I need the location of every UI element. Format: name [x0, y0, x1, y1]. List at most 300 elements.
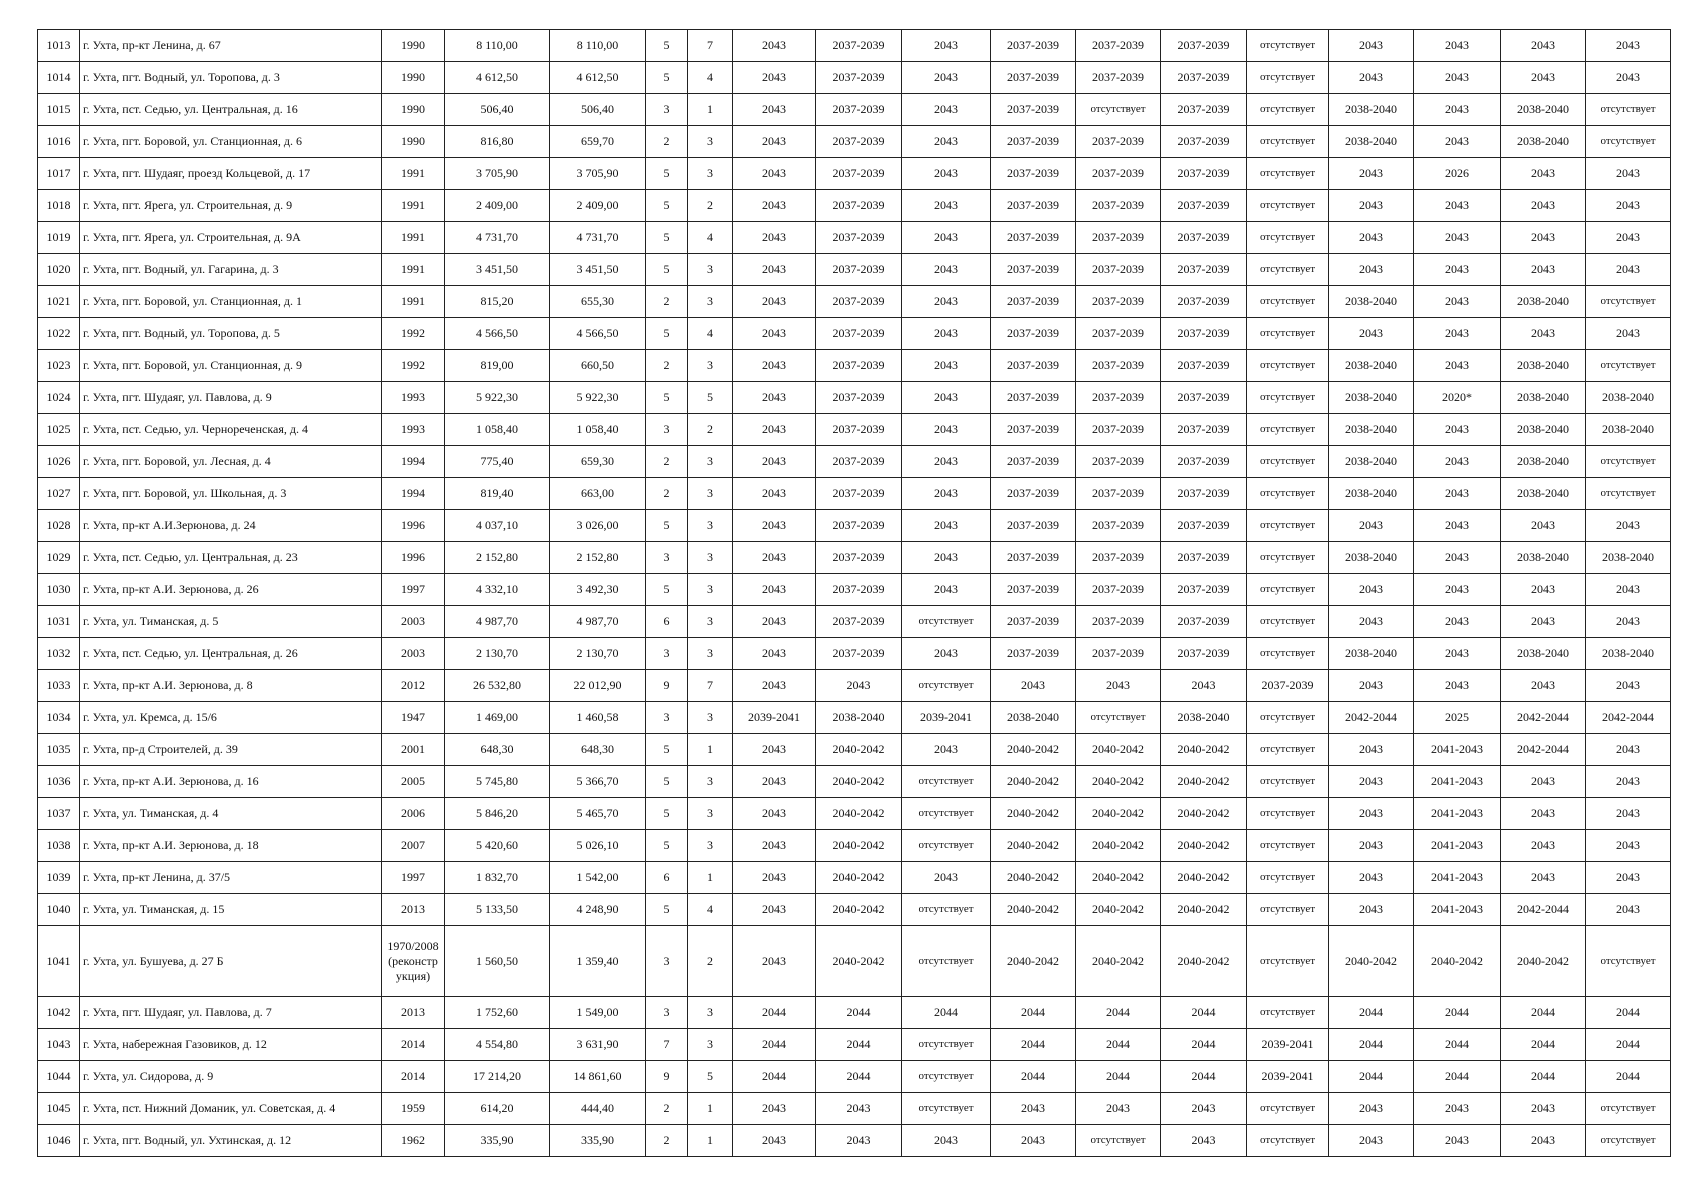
address-cell: г. Ухта, пст. Седью, ул. Центральная, д. 16 [80, 94, 382, 126]
repair-period-7-cell: отсутствует [1247, 766, 1329, 798]
floors-cell: 5 [646, 382, 688, 414]
repair-period-8-cell: 2040-2042 [1329, 926, 1414, 997]
address-cell: г. Ухта, пгт. Боровой, ул. Лесная, д. 4 [80, 446, 382, 478]
entrances-cell: 3 [688, 766, 733, 798]
repair-period-8-cell: 2043 [1329, 30, 1414, 62]
repair-period-6-cell: 2037-2039 [1161, 478, 1247, 510]
repair-period-9-cell: 2044 [1414, 1061, 1501, 1093]
entrances-cell: 5 [688, 382, 733, 414]
repair-period-3-cell: 2043 [902, 286, 991, 318]
table-row [38, 62, 1671, 94]
floors-cell: 5 [646, 190, 688, 222]
repair-period-2-cell: 2043 [816, 670, 902, 702]
table-row [38, 286, 1671, 318]
build-year-cell: 2014 [382, 1029, 445, 1061]
row-number-cell: 1031 [38, 606, 80, 638]
floors-cell: 6 [646, 606, 688, 638]
row-number-cell: 1024 [38, 382, 80, 414]
repair-period-11-cell: 2038-2040 [1586, 382, 1671, 414]
floors-cell: 3 [646, 926, 688, 997]
build-year-cell: 1993 [382, 382, 445, 414]
repair-period-10-cell: 2043 [1501, 222, 1586, 254]
living-area-cell: 506,40 [550, 94, 646, 126]
repair-period-2-cell: 2037-2039 [816, 158, 902, 190]
repair-period-5-cell: 2044 [1076, 1061, 1161, 1093]
repair-period-11-cell: отсутствует [1586, 478, 1671, 510]
repair-period-8-cell: 2043 [1329, 318, 1414, 350]
living-area-cell: 660,50 [550, 350, 646, 382]
repair-period-7-cell: отсутствует [1247, 286, 1329, 318]
repair-period-10-cell: 2043 [1501, 766, 1586, 798]
living-area-cell: 659,30 [550, 446, 646, 478]
repair-period-8-cell: 2043 [1329, 190, 1414, 222]
repair-period-10-cell: 2038-2040 [1501, 542, 1586, 574]
repair-period-1-cell: 2043 [733, 926, 816, 997]
repair-period-3-cell: отсутствует [902, 830, 991, 862]
table-row [38, 894, 1671, 926]
repair-period-7-cell: отсутствует [1247, 1125, 1329, 1157]
repair-period-6-cell: 2037-2039 [1161, 126, 1247, 158]
address-cell: г. Ухта, пр-кт А.И. Зерюнова, д. 16 [80, 766, 382, 798]
address-cell: г. Ухта, ул. Тиманская, д. 4 [80, 798, 382, 830]
living-area-cell: 2 130,70 [550, 638, 646, 670]
repair-period-8-cell: 2038-2040 [1329, 350, 1414, 382]
repair-period-10-cell: 2038-2040 [1501, 94, 1586, 126]
floors-cell: 3 [646, 542, 688, 574]
repair-period-1-cell: 2043 [733, 222, 816, 254]
repair-period-8-cell: 2038-2040 [1329, 414, 1414, 446]
repair-period-6-cell: 2040-2042 [1161, 734, 1247, 766]
repair-period-4-cell: 2037-2039 [991, 638, 1076, 670]
table-row [38, 997, 1671, 1029]
entrances-cell: 3 [688, 542, 733, 574]
repair-period-3-cell: отсутствует [902, 1061, 991, 1093]
repair-period-1-cell: 2044 [733, 1061, 816, 1093]
repair-period-1-cell: 2043 [733, 94, 816, 126]
address-cell: г. Ухта, пгт. Боровой, ул. Школьная, д. 3 [80, 478, 382, 510]
table-row [38, 478, 1671, 510]
repair-period-2-cell: 2040-2042 [816, 766, 902, 798]
table-row [38, 94, 1671, 126]
total-area-cell: 26 532,80 [445, 670, 550, 702]
repair-period-2-cell: 2037-2039 [816, 510, 902, 542]
table-row [38, 670, 1671, 702]
repair-period-9-cell: 2043 [1414, 510, 1501, 542]
address-cell: г. Ухта, ул. Тиманская, д. 5 [80, 606, 382, 638]
repair-period-11-cell: 2043 [1586, 222, 1671, 254]
repair-period-10-cell: 2043 [1501, 830, 1586, 862]
repair-period-3-cell: 2043 [902, 190, 991, 222]
total-area-cell: 2 409,00 [445, 190, 550, 222]
repair-period-6-cell: 2040-2042 [1161, 926, 1247, 997]
floors-cell: 2 [646, 1093, 688, 1125]
repair-period-5-cell: 2044 [1076, 997, 1161, 1029]
build-year-cell: 2006 [382, 798, 445, 830]
living-area-cell: 3 631,90 [550, 1029, 646, 1061]
repair-period-9-cell: 2044 [1414, 997, 1501, 1029]
repair-period-1-cell: 2043 [733, 766, 816, 798]
repair-period-2-cell: 2040-2042 [816, 862, 902, 894]
row-number-cell: 1021 [38, 286, 80, 318]
repair-period-3-cell: 2043 [902, 638, 991, 670]
repair-period-9-cell: 2025 [1414, 702, 1501, 734]
repair-period-5-cell: 2043 [1076, 670, 1161, 702]
repair-period-3-cell: отсутствует [902, 926, 991, 997]
entrances-cell: 3 [688, 350, 733, 382]
living-area-cell: 1 359,40 [550, 926, 646, 997]
total-area-cell: 5 420,60 [445, 830, 550, 862]
repair-period-10-cell: 2044 [1501, 997, 1586, 1029]
repair-period-3-cell: 2043 [902, 510, 991, 542]
floors-cell: 5 [646, 798, 688, 830]
repair-period-1-cell: 2043 [733, 286, 816, 318]
repair-period-8-cell: 2044 [1329, 997, 1414, 1029]
repair-period-11-cell: отсутствует [1586, 350, 1671, 382]
repair-period-4-cell: 2043 [991, 1093, 1076, 1125]
repair-period-2-cell: 2040-2042 [816, 830, 902, 862]
floors-cell: 5 [646, 830, 688, 862]
floors-cell: 3 [646, 94, 688, 126]
repair-period-4-cell: 2037-2039 [991, 62, 1076, 94]
build-year-cell: 1991 [382, 254, 445, 286]
row-number-cell: 1045 [38, 1093, 80, 1125]
repair-period-1-cell: 2043 [733, 254, 816, 286]
repair-period-9-cell: 2043 [1414, 190, 1501, 222]
floors-cell: 5 [646, 62, 688, 94]
repair-period-2-cell: 2037-2039 [816, 446, 902, 478]
repair-period-8-cell: 2038-2040 [1329, 126, 1414, 158]
repair-period-8-cell: 2043 [1329, 158, 1414, 190]
table-row [38, 1093, 1671, 1125]
build-year-cell: 1990 [382, 62, 445, 94]
address-cell: г. Ухта, пр-кт А.И. Зерюнова, д. 8 [80, 670, 382, 702]
table-row [38, 30, 1671, 62]
table-row [38, 1125, 1671, 1157]
repair-period-10-cell: 2043 [1501, 190, 1586, 222]
repair-period-6-cell: 2040-2042 [1161, 862, 1247, 894]
table-row [38, 382, 1671, 414]
build-year-cell: 1993 [382, 414, 445, 446]
living-area-cell: 5 366,70 [550, 766, 646, 798]
repair-period-4-cell: 2037-2039 [991, 478, 1076, 510]
repair-period-1-cell: 2043 [733, 510, 816, 542]
repair-period-7-cell: отсутствует [1247, 350, 1329, 382]
repair-period-10-cell: 2042-2044 [1501, 894, 1586, 926]
repair-period-2-cell: 2037-2039 [816, 30, 902, 62]
repair-period-4-cell: 2037-2039 [991, 190, 1076, 222]
total-area-cell: 1 832,70 [445, 862, 550, 894]
repair-period-6-cell: 2037-2039 [1161, 446, 1247, 478]
repair-period-2-cell: 2040-2042 [816, 734, 902, 766]
address-cell: г. Ухта, ул. Бушуева, д. 27 Б [80, 926, 382, 997]
build-year-cell: 2001 [382, 734, 445, 766]
build-year-cell: 2012 [382, 670, 445, 702]
repair-period-5-cell: 2037-2039 [1076, 606, 1161, 638]
row-number-cell: 1044 [38, 1061, 80, 1093]
repair-period-2-cell: 2037-2039 [816, 254, 902, 286]
repair-period-10-cell: 2038-2040 [1501, 286, 1586, 318]
repair-period-7-cell: отсутствует [1247, 478, 1329, 510]
repair-period-9-cell: 2026 [1414, 158, 1501, 190]
repair-period-7-cell: 2039-2041 [1247, 1061, 1329, 1093]
repair-period-4-cell: 2037-2039 [991, 510, 1076, 542]
repair-period-4-cell: 2040-2042 [991, 894, 1076, 926]
build-year-cell: 2005 [382, 766, 445, 798]
repair-period-11-cell: 2043 [1586, 510, 1671, 542]
entrances-cell: 3 [688, 126, 733, 158]
repair-period-9-cell: 2041-2043 [1414, 798, 1501, 830]
entrances-cell: 3 [688, 798, 733, 830]
repair-period-3-cell: 2043 [902, 158, 991, 190]
row-number-cell: 1040 [38, 894, 80, 926]
build-year-cell: 2013 [382, 997, 445, 1029]
repair-period-9-cell: 2043 [1414, 542, 1501, 574]
repair-period-2-cell: 2040-2042 [816, 798, 902, 830]
living-area-cell: 5 026,10 [550, 830, 646, 862]
repair-period-10-cell: 2043 [1501, 798, 1586, 830]
row-number-cell: 1018 [38, 190, 80, 222]
repair-period-1-cell: 2043 [733, 318, 816, 350]
total-area-cell: 816,80 [445, 126, 550, 158]
repair-period-8-cell: 2043 [1329, 766, 1414, 798]
entrances-cell: 3 [688, 574, 733, 606]
total-area-cell: 4 612,50 [445, 62, 550, 94]
repair-period-7-cell: отсутствует [1247, 318, 1329, 350]
row-number-cell: 1016 [38, 126, 80, 158]
row-number-cell: 1041 [38, 926, 80, 997]
row-number-cell: 1017 [38, 158, 80, 190]
entrances-cell: 3 [688, 638, 733, 670]
repair-period-2-cell: 2037-2039 [816, 286, 902, 318]
repair-period-2-cell: 2037-2039 [816, 94, 902, 126]
address-cell: г. Ухта, пгт. Боровой, ул. Станционная, д. 1 [80, 286, 382, 318]
entrances-cell: 1 [688, 1093, 733, 1125]
repair-period-5-cell: 2037-2039 [1076, 478, 1161, 510]
total-area-cell: 775,40 [445, 446, 550, 478]
repair-period-10-cell: 2038-2040 [1501, 446, 1586, 478]
repair-period-6-cell: 2037-2039 [1161, 30, 1247, 62]
repair-period-4-cell: 2040-2042 [991, 766, 1076, 798]
repair-period-4-cell: 2037-2039 [991, 318, 1076, 350]
repair-period-8-cell: 2043 [1329, 606, 1414, 638]
build-year-cell: 1992 [382, 318, 445, 350]
entrances-cell: 5 [688, 1061, 733, 1093]
repair-period-7-cell: отсутствует [1247, 926, 1329, 997]
repair-period-6-cell: 2037-2039 [1161, 638, 1247, 670]
floors-cell: 2 [646, 126, 688, 158]
floors-cell: 9 [646, 670, 688, 702]
repair-period-5-cell: 2043 [1076, 1093, 1161, 1125]
repair-period-10-cell: 2038-2040 [1501, 350, 1586, 382]
repair-period-7-cell: отсутствует [1247, 158, 1329, 190]
living-area-cell: 5 465,70 [550, 798, 646, 830]
repair-period-4-cell: 2040-2042 [991, 830, 1076, 862]
repair-period-10-cell: 2042-2044 [1501, 702, 1586, 734]
living-area-cell: 8 110,00 [550, 30, 646, 62]
floors-cell: 3 [646, 414, 688, 446]
repair-period-6-cell: 2037-2039 [1161, 382, 1247, 414]
repair-period-2-cell: 2037-2039 [816, 126, 902, 158]
repair-period-1-cell: 2043 [733, 382, 816, 414]
row-number-cell: 1020 [38, 254, 80, 286]
repair-period-11-cell: 2043 [1586, 190, 1671, 222]
table-row [38, 1061, 1671, 1093]
living-area-cell: 22 012,90 [550, 670, 646, 702]
entrances-cell: 3 [688, 1029, 733, 1061]
repair-period-6-cell: 2040-2042 [1161, 798, 1247, 830]
repair-period-3-cell: отсутствует [902, 670, 991, 702]
repair-period-6-cell: 2037-2039 [1161, 158, 1247, 190]
repair-period-1-cell: 2043 [733, 862, 816, 894]
repair-period-8-cell: 2038-2040 [1329, 638, 1414, 670]
floors-cell: 5 [646, 30, 688, 62]
repair-period-11-cell: отсутствует [1586, 126, 1671, 158]
repair-period-7-cell: 2037-2039 [1247, 670, 1329, 702]
build-year-cell: 1959 [382, 1093, 445, 1125]
repair-period-9-cell: 2043 [1414, 286, 1501, 318]
build-year-cell: 1990 [382, 126, 445, 158]
repair-period-3-cell: 2043 [902, 478, 991, 510]
entrances-cell: 3 [688, 446, 733, 478]
repair-period-7-cell: отсутствует [1247, 254, 1329, 286]
entrances-cell: 7 [688, 30, 733, 62]
repair-period-9-cell: 2043 [1414, 30, 1501, 62]
repair-period-10-cell: 2043 [1501, 318, 1586, 350]
repair-period-8-cell: 2043 [1329, 894, 1414, 926]
repair-period-7-cell: отсутствует [1247, 446, 1329, 478]
repair-period-6-cell: 2040-2042 [1161, 766, 1247, 798]
table-row [38, 126, 1671, 158]
row-number-cell: 1029 [38, 542, 80, 574]
floors-cell: 3 [646, 638, 688, 670]
repair-period-10-cell: 2042-2044 [1501, 734, 1586, 766]
repair-period-9-cell: 2043 [1414, 574, 1501, 606]
living-area-cell: 2 409,00 [550, 190, 646, 222]
entrances-cell: 3 [688, 478, 733, 510]
repair-period-8-cell: 2038-2040 [1329, 382, 1414, 414]
repair-period-11-cell: отсутствует [1586, 446, 1671, 478]
repair-period-1-cell: 2043 [733, 158, 816, 190]
repair-period-6-cell: 2037-2039 [1161, 542, 1247, 574]
repair-period-3-cell: 2043 [902, 350, 991, 382]
total-area-cell: 4 332,10 [445, 574, 550, 606]
repair-period-7-cell: отсутствует [1247, 542, 1329, 574]
repair-period-5-cell: 2040-2042 [1076, 894, 1161, 926]
repair-period-9-cell: 2043 [1414, 350, 1501, 382]
build-year-cell: 1991 [382, 286, 445, 318]
repair-period-9-cell: 2043 [1414, 446, 1501, 478]
row-number-cell: 1046 [38, 1125, 80, 1157]
repair-period-10-cell: 2038-2040 [1501, 126, 1586, 158]
table-row [38, 350, 1671, 382]
repair-period-8-cell: 2038-2040 [1329, 286, 1414, 318]
repair-period-3-cell: отсутствует [902, 1093, 991, 1125]
build-year-cell: 1970/2008 (реконстр укция) [382, 926, 445, 997]
repair-period-4-cell: 2037-2039 [991, 126, 1076, 158]
address-cell: г. Ухта, ул. Тиманская, д. 15 [80, 894, 382, 926]
repair-period-6-cell: 2040-2042 [1161, 894, 1247, 926]
repair-period-3-cell: отсутствует [902, 766, 991, 798]
repair-period-1-cell: 2043 [733, 414, 816, 446]
repair-period-7-cell: отсутствует [1247, 62, 1329, 94]
repair-period-5-cell: отсутствует [1076, 702, 1161, 734]
build-year-cell: 1996 [382, 510, 445, 542]
repair-period-11-cell: 2043 [1586, 606, 1671, 638]
table-row [38, 222, 1671, 254]
build-year-cell: 1962 [382, 1125, 445, 1157]
repair-period-1-cell: 2043 [733, 670, 816, 702]
repair-period-3-cell: 2043 [902, 62, 991, 94]
repair-period-6-cell: 2037-2039 [1161, 190, 1247, 222]
repair-period-6-cell: 2043 [1161, 1125, 1247, 1157]
address-cell: г. Ухта, пр-кт Ленина, д. 37/5 [80, 862, 382, 894]
repair-period-11-cell: 2043 [1586, 670, 1671, 702]
row-number-cell: 1030 [38, 574, 80, 606]
repair-period-10-cell: 2043 [1501, 574, 1586, 606]
total-area-cell: 4 037,10 [445, 510, 550, 542]
total-area-cell: 4 554,80 [445, 1029, 550, 1061]
repair-period-11-cell: 2044 [1586, 1029, 1671, 1061]
repair-period-8-cell: 2043 [1329, 510, 1414, 542]
repair-period-8-cell: 2043 [1329, 734, 1414, 766]
row-number-cell: 1027 [38, 478, 80, 510]
total-area-cell: 3 451,50 [445, 254, 550, 286]
floors-cell: 6 [646, 862, 688, 894]
build-year-cell: 2014 [382, 1061, 445, 1093]
repair-period-11-cell: 2043 [1586, 30, 1671, 62]
entrances-cell: 7 [688, 670, 733, 702]
table-row [38, 1029, 1671, 1061]
repair-period-4-cell: 2037-2039 [991, 414, 1076, 446]
table-row [38, 446, 1671, 478]
repair-period-5-cell: 2037-2039 [1076, 318, 1161, 350]
address-cell: г. Ухта, пгт. Боровой, ул. Станционная, д. 9 [80, 350, 382, 382]
build-year-cell: 1991 [382, 222, 445, 254]
row-number-cell: 1022 [38, 318, 80, 350]
address-cell: г. Ухта, пгт. Водный, ул. Торопова, д. 5 [80, 318, 382, 350]
repair-period-3-cell: 2043 [902, 414, 991, 446]
build-year-cell: 1994 [382, 446, 445, 478]
table-row [38, 254, 1671, 286]
repair-period-9-cell: 2043 [1414, 1125, 1501, 1157]
row-number-cell: 1028 [38, 510, 80, 542]
total-area-cell: 3 705,90 [445, 158, 550, 190]
repair-period-11-cell: 2043 [1586, 862, 1671, 894]
repair-period-4-cell: 2037-2039 [991, 30, 1076, 62]
repair-period-3-cell: 2039-2041 [902, 702, 991, 734]
address-cell: г. Ухта, пгт. Боровой, ул. Станционная, д. 6 [80, 126, 382, 158]
living-area-cell: 3 705,90 [550, 158, 646, 190]
repair-period-4-cell: 2040-2042 [991, 926, 1076, 997]
repair-period-5-cell: 2040-2042 [1076, 862, 1161, 894]
row-number-cell: 1039 [38, 862, 80, 894]
total-area-cell: 2 130,70 [445, 638, 550, 670]
repair-period-6-cell: 2037-2039 [1161, 94, 1247, 126]
repair-period-2-cell: 2043 [816, 1093, 902, 1125]
repair-period-7-cell: 2039-2041 [1247, 1029, 1329, 1061]
repair-period-7-cell: отсутствует [1247, 830, 1329, 862]
repair-period-2-cell: 2037-2039 [816, 542, 902, 574]
repair-period-3-cell: 2043 [902, 254, 991, 286]
repair-period-9-cell: 2041-2043 [1414, 734, 1501, 766]
repair-period-3-cell: 2043 [902, 542, 991, 574]
repair-period-7-cell: отсутствует [1247, 510, 1329, 542]
table-row [38, 798, 1671, 830]
total-area-cell: 614,20 [445, 1093, 550, 1125]
repair-period-9-cell: 2044 [1414, 1029, 1501, 1061]
repair-period-8-cell: 2043 [1329, 670, 1414, 702]
repair-period-1-cell: 2043 [733, 446, 816, 478]
